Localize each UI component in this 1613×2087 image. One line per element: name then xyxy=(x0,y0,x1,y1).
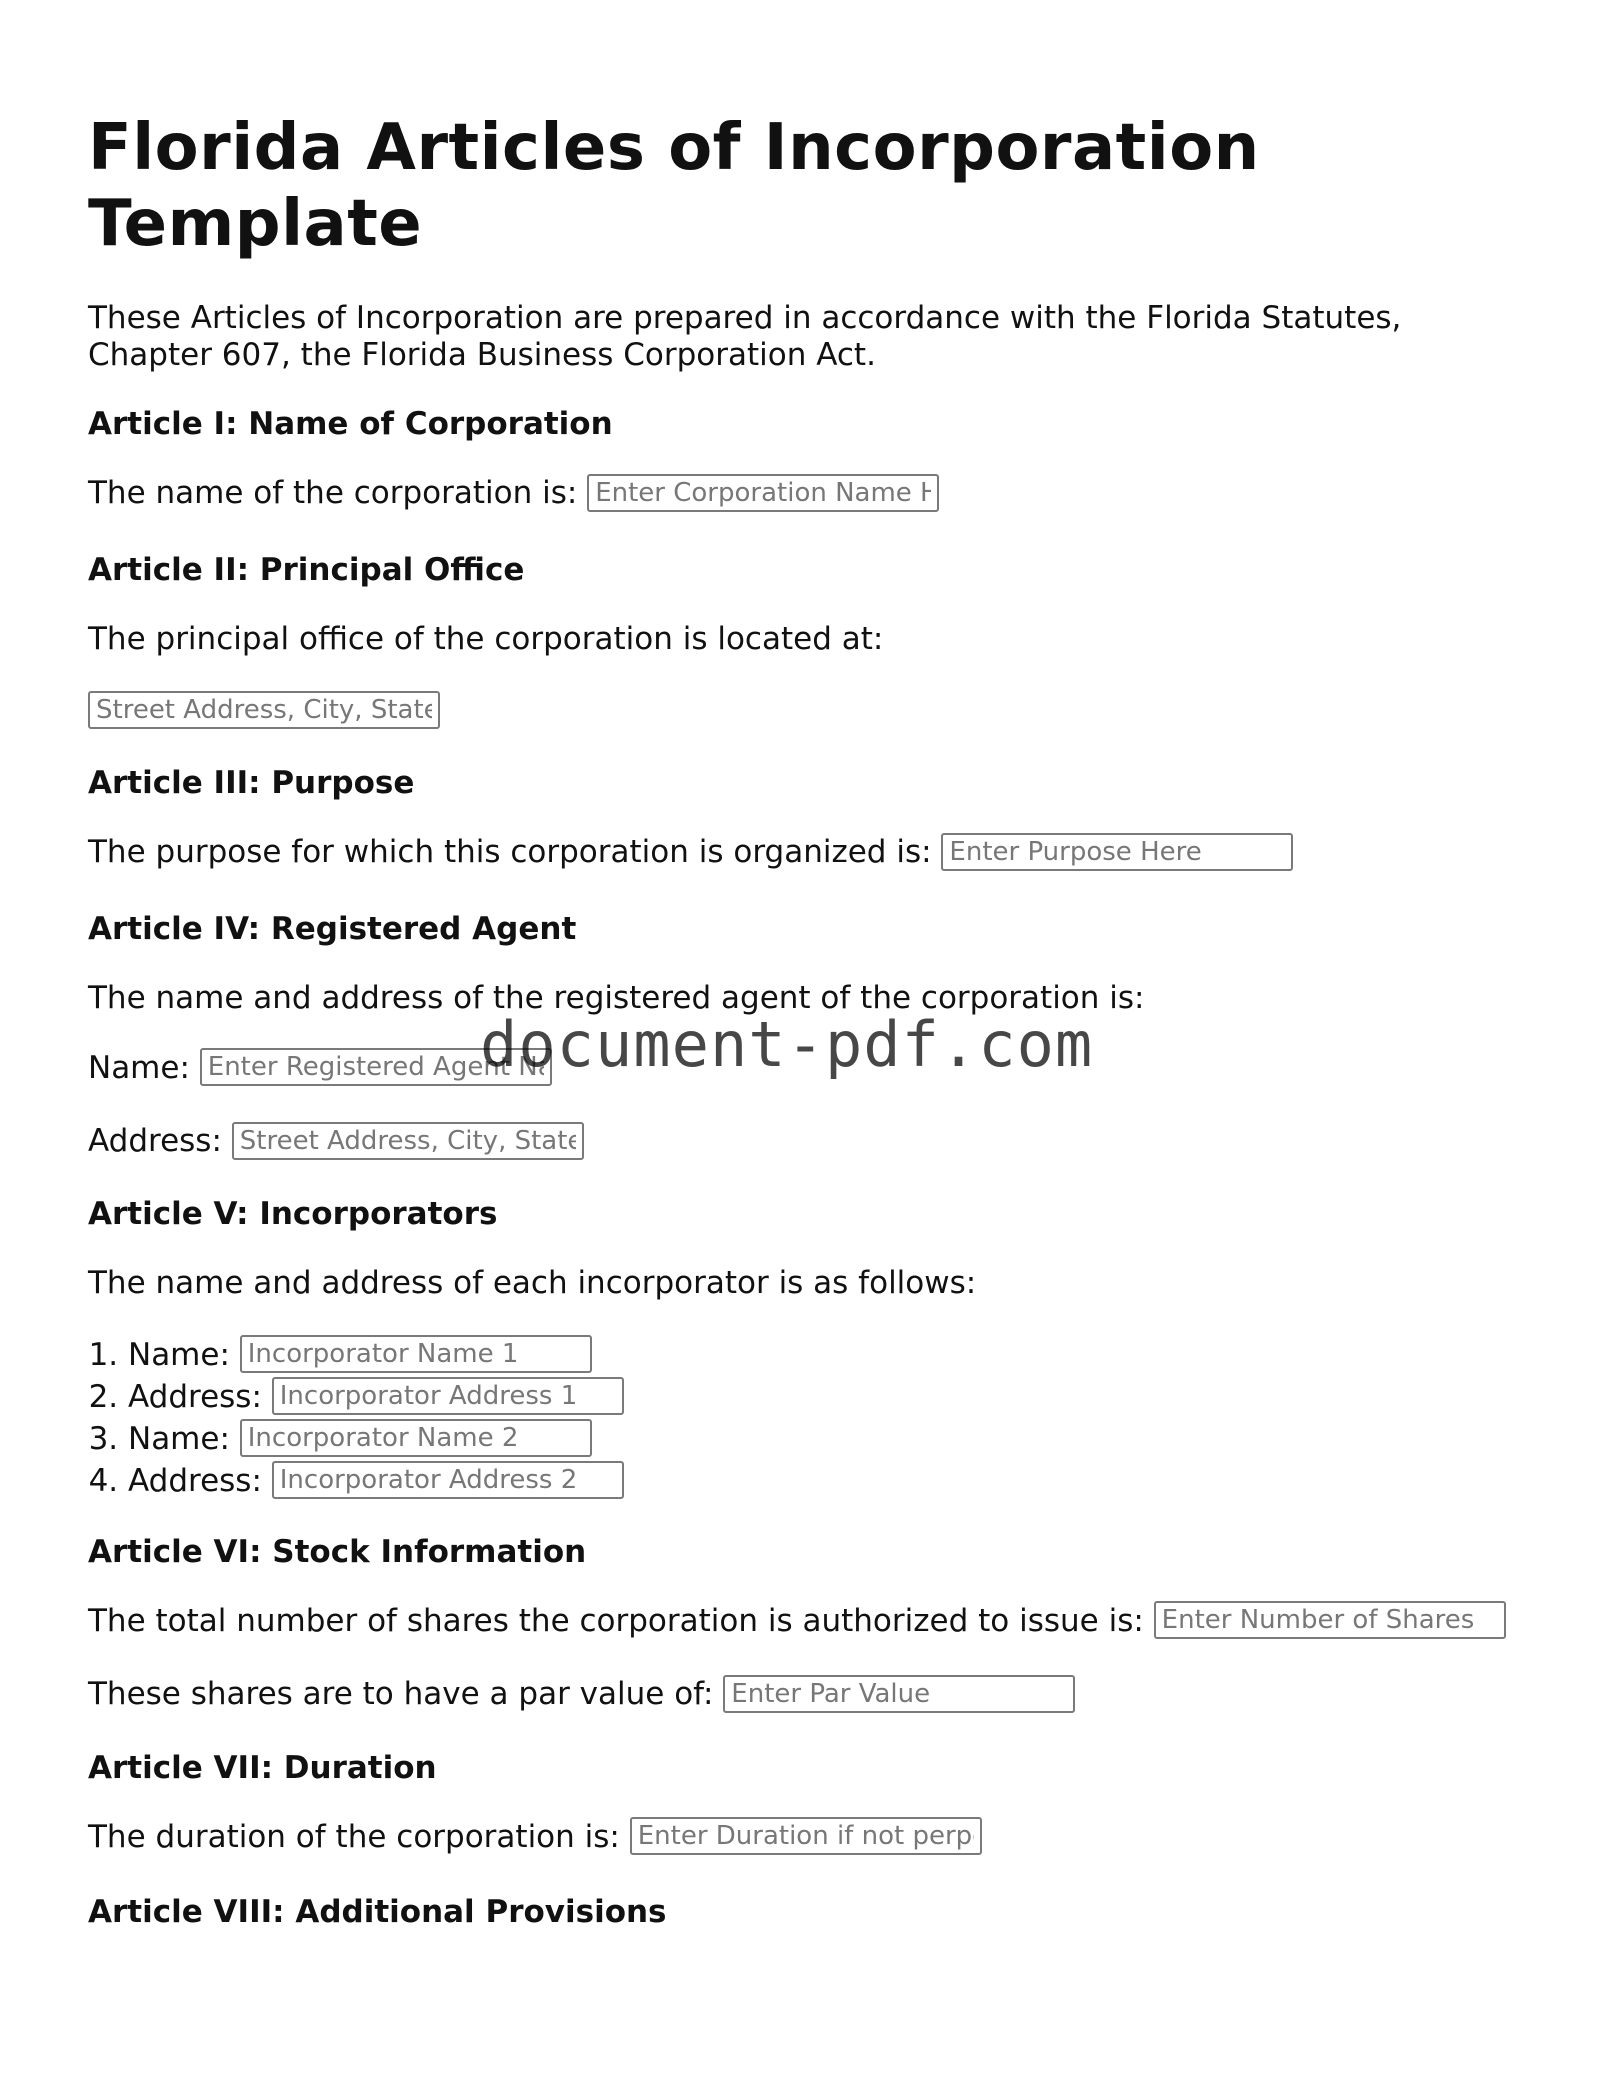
article-1-heading: Article I: Name of Corporation xyxy=(88,406,613,442)
article-4-label: The name and address of the registered agent of the corporation is: xyxy=(88,979,1145,1016)
article-3-label: The purpose for which this corporation is organized is: xyxy=(88,834,932,870)
registered-agent-name-line xyxy=(88,1050,1528,1089)
registered-agent-address-label: Address: xyxy=(88,1123,222,1159)
watermark: document-pdf.com xyxy=(480,1008,1094,1081)
article-1-label: The name of the corporation is: xyxy=(88,475,578,511)
par-value-line xyxy=(88,1676,1528,1715)
registered-agent-name-label: Name: xyxy=(88,1049,190,1086)
article-6-heading: Article VI: Stock Information xyxy=(88,1533,587,1570)
article-7-heading: Article VII: Duration xyxy=(88,1749,437,1786)
article-2-field-line xyxy=(88,693,1528,732)
registered-agent-name-input[interactable] xyxy=(200,1048,552,1086)
incorporator-2-name-input[interactable] xyxy=(240,1419,592,1457)
registered-agent-address-input[interactable] xyxy=(232,1122,584,1160)
incorporator-1-name-input[interactable] xyxy=(240,1335,592,1373)
article-2-label: The principal office of the corporation is located at: xyxy=(88,620,884,657)
article-3-line xyxy=(88,834,1528,873)
list-item xyxy=(128,1418,1528,1460)
principal-office-address-input[interactable] xyxy=(88,691,440,729)
list-item xyxy=(128,1334,1528,1376)
par-value-label: These shares are to have a par value of: xyxy=(88,1676,714,1712)
article-4-heading: Article IV: Registered Agent xyxy=(88,910,577,947)
shares-label: The total number of shares the corporation is authorized to issue is: xyxy=(88,1602,1144,1639)
duration-input[interactable] xyxy=(630,1817,982,1855)
incorporator-2-name-label: Name: xyxy=(128,1420,230,1457)
article-5-heading: Article V: Incorporators xyxy=(88,1195,498,1232)
par-value-input[interactable] xyxy=(723,1675,1075,1713)
incorporators-list xyxy=(88,1334,1528,1502)
duration-line xyxy=(88,1819,1528,1858)
article-1-line xyxy=(88,475,1528,514)
page-title: Florida Articles of Incorporation Template xyxy=(88,111,1260,261)
number-of-shares-input[interactable] xyxy=(1154,1601,1506,1639)
list-item xyxy=(128,1460,1528,1502)
article-5-label: The name and address of each incorporator is as follows: xyxy=(88,1264,977,1301)
incorporator-1-address-label: Address: xyxy=(128,1378,262,1415)
duration-label: The duration of the corporation is: xyxy=(88,1818,620,1855)
document-page xyxy=(88,110,1528,1931)
article-2-heading: Article II: Principal Office xyxy=(88,551,525,588)
incorporator-1-address-input[interactable] xyxy=(272,1377,624,1415)
article-3-heading: Article III: Purpose xyxy=(88,765,415,801)
incorporator-2-address-label: Address: xyxy=(128,1462,262,1499)
intro-paragraph: These Articles of Incorporation are prepared in accordance with the Florida Statutes, Chapter 607, the Florida Business Corporation Act. xyxy=(88,300,1402,373)
purpose-input[interactable] xyxy=(941,833,1293,871)
list-item xyxy=(128,1376,1528,1418)
corporation-name-input[interactable] xyxy=(587,474,939,512)
incorporator-1-name-label: Name: xyxy=(128,1336,230,1373)
shares-line xyxy=(88,1603,1528,1642)
article-8-heading: Article VIII: Additional Provisions xyxy=(88,1894,667,1930)
incorporator-2-address-input[interactable] xyxy=(272,1461,624,1499)
registered-agent-address-line xyxy=(88,1123,1528,1162)
